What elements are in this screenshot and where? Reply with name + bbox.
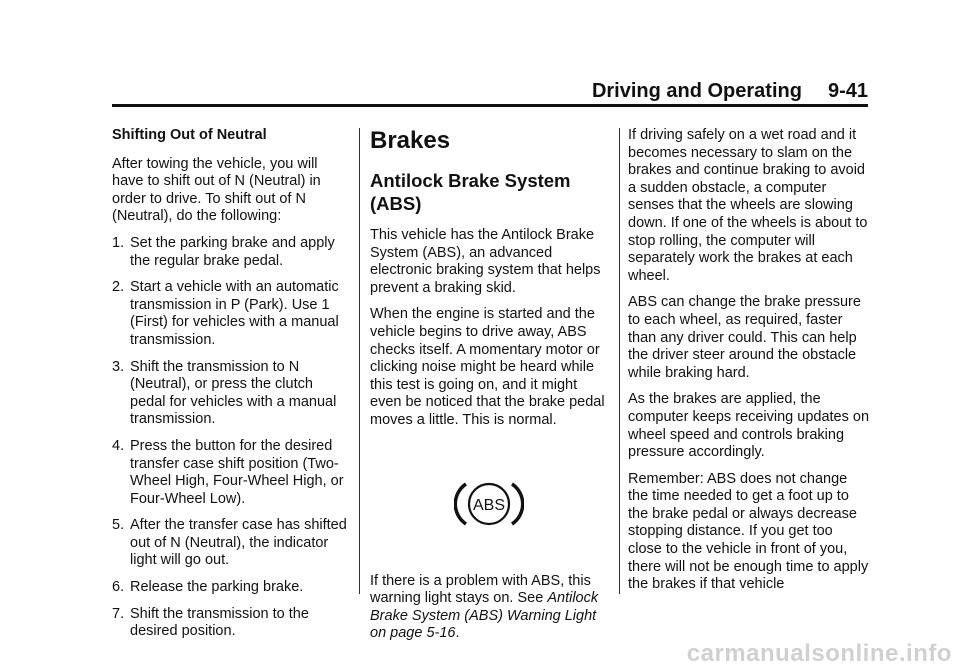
abs-paragraph-2: When the engine is started and the vehicle begins to drive away, ABS checks itself. A momentary motor or clicking noise might be heard while this test is going on, and it might even be noticed that the brake pedal moves a little. This is normal. (370, 306, 605, 428)
list-item (112, 235, 352, 270)
abs-paragraph-3 (370, 573, 608, 643)
step-number: 4. (112, 437, 125, 454)
abs-p3-suffix: . (455, 625, 460, 642)
column-left (112, 127, 352, 650)
list-item (112, 359, 352, 429)
abs-paragraph-4: If driving safely on a wet road and it becomes necessary to slam on the brakes and continue braking to avoid a sudden obstacle, a computer senses that the wheels are slowing down. If one of the wheels is about to stop rolling, the computer will separately work the brakes at each wheel. (628, 127, 868, 284)
cross-reference-link[interactable]: Antilock Brake System (ABS) Warning Light on page 5-16 (370, 590, 599, 642)
subheading-shifting-out-of-neutral: Shifting Out of Neutral (112, 127, 267, 143)
step-text: After the transfer case has shifted out of N (Neutral), the indicator light will go out. (130, 517, 347, 569)
column-divider-right (619, 128, 620, 594)
page-number: 9-41 (827, 80, 868, 102)
column-middle (370, 127, 608, 652)
step-number: 6. (112, 579, 125, 596)
abs-paragraph-7: Remember: ABS does not change the time needed to get a foot up to the brake pedal or always decrease stopping distance. If you get too close to the vehicle in front of you, there will not be enough time to apply the brakes if that vehicle (628, 470, 869, 593)
steps-list (112, 235, 352, 641)
abs-warning-light-figure (370, 439, 608, 569)
intro-paragraph: After towing the vehicle, you will have to shift out of N (Neutral) in order to drive. To shift out of N (Neutral), do the following: (112, 155, 321, 225)
abs-warning-icon (454, 480, 524, 528)
step-number: 2. (112, 279, 125, 296)
step-number: 3. (112, 358, 125, 375)
abs-p3-prefix: If there is a problem with ABS, this warning light stays on. See (370, 572, 591, 607)
abs-paragraph-5: ABS can change the brake pressure to each wheel, as required, faster than any driver could. This can help the driver steer around the obstacle while braking hard. (628, 294, 861, 381)
step-text: Start a vehicle with an automatic transmission in P (Park). Use 1 (First) for vehicles with a manual transmission. (130, 279, 339, 348)
column-right (628, 127, 870, 603)
step-text: Set the parking brake and apply the regular brake pedal. (130, 234, 335, 269)
list-item (112, 606, 352, 641)
abs-paragraph-6: As the brakes are applied, the computer keeps receiving updates on wheel speed and controls braking pressure accordingly. (628, 391, 870, 461)
step-text: Shift the transmission to N (Neutral), or press the clutch pedal for vehicles with a manual transmission. (130, 358, 337, 428)
abs-icon-label: ABS (472, 496, 506, 514)
list-item (112, 279, 352, 349)
step-text: Press the button for the desired transfer case shift position (Two-Wheel High, Four-Wheel High, or Four-Wheel Low). (130, 437, 344, 507)
header-rule (112, 104, 868, 107)
section-title: Driving and Operating (591, 80, 802, 102)
list-item (112, 517, 352, 570)
step-number: 7. (112, 605, 125, 622)
list-item (112, 579, 352, 597)
step-number: 1. (112, 234, 125, 251)
watermark: carmanualsonline.info (686, 640, 952, 667)
column-divider-left (359, 128, 360, 594)
list-item (112, 438, 352, 508)
step-text: Release the parking brake. (130, 579, 304, 596)
step-text: Shift the transmission to the desired position. (130, 605, 309, 640)
page-header (112, 80, 868, 104)
heading-abs: Antilock Brake System (ABS) (370, 170, 571, 214)
step-number: 5. (112, 517, 125, 534)
heading-brakes: Brakes (370, 127, 451, 154)
abs-paragraph-1: This vehicle has the Antilock Brake System (ABS), an advanced electronic braking system that helps prevent a braking skid. (370, 227, 601, 296)
